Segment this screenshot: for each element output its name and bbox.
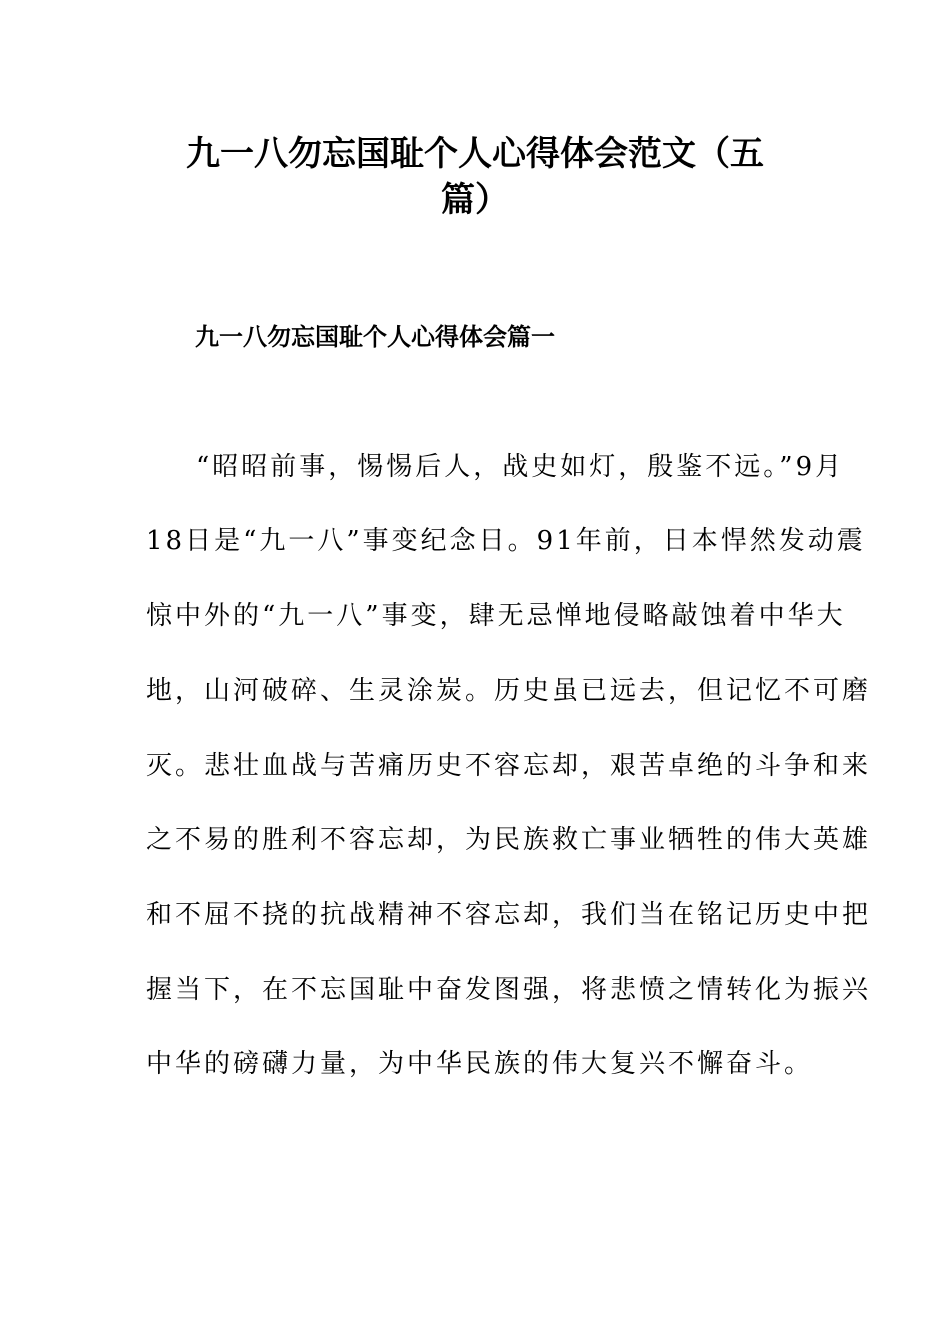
paragraph-line: 和不屈不挠的抗战精神不容忘却，我们当在铭记历史中把	[146, 900, 872, 930]
paragraph-line: 中华的磅礴力量，为中华民族的伟大复兴不懈奋斗。	[146, 1049, 814, 1079]
paragraph-line: 地，山河破碎、生灵涂炭。历史虽已远去，但记忆不可磨	[146, 676, 872, 706]
paragraph-line: 18日是“九一八”事变纪念日。91年前，日本悍然发动震	[146, 526, 866, 556]
paragraph-line: “昭昭前事，惕惕后人，战史如灯，殷鉴不远。”9月	[196, 452, 845, 482]
document-title-line-1: 九一八勿忘国耻个人心得体会范文（五	[186, 134, 764, 174]
paragraph-line: 握当下，在不忘国耻中奋发图强，将悲愤之情转化为振兴	[146, 975, 872, 1005]
paragraph-line: 之不易的胜利不容忘却，为民族救亡事业牺牲的伟大英雄	[146, 825, 872, 855]
document-title-line-2: 篇）	[441, 180, 509, 220]
paragraph-line: 惊中外的“九一八”事变，肆无忌惮地侵略敲蚀着中华大	[146, 601, 846, 631]
section-heading: 九一八勿忘国耻个人心得体会篇一	[195, 323, 555, 351]
paragraph-line: 灭。悲壮血战与苦痛历史不容忘却，艰苦卓绝的斗争和来	[146, 751, 872, 781]
